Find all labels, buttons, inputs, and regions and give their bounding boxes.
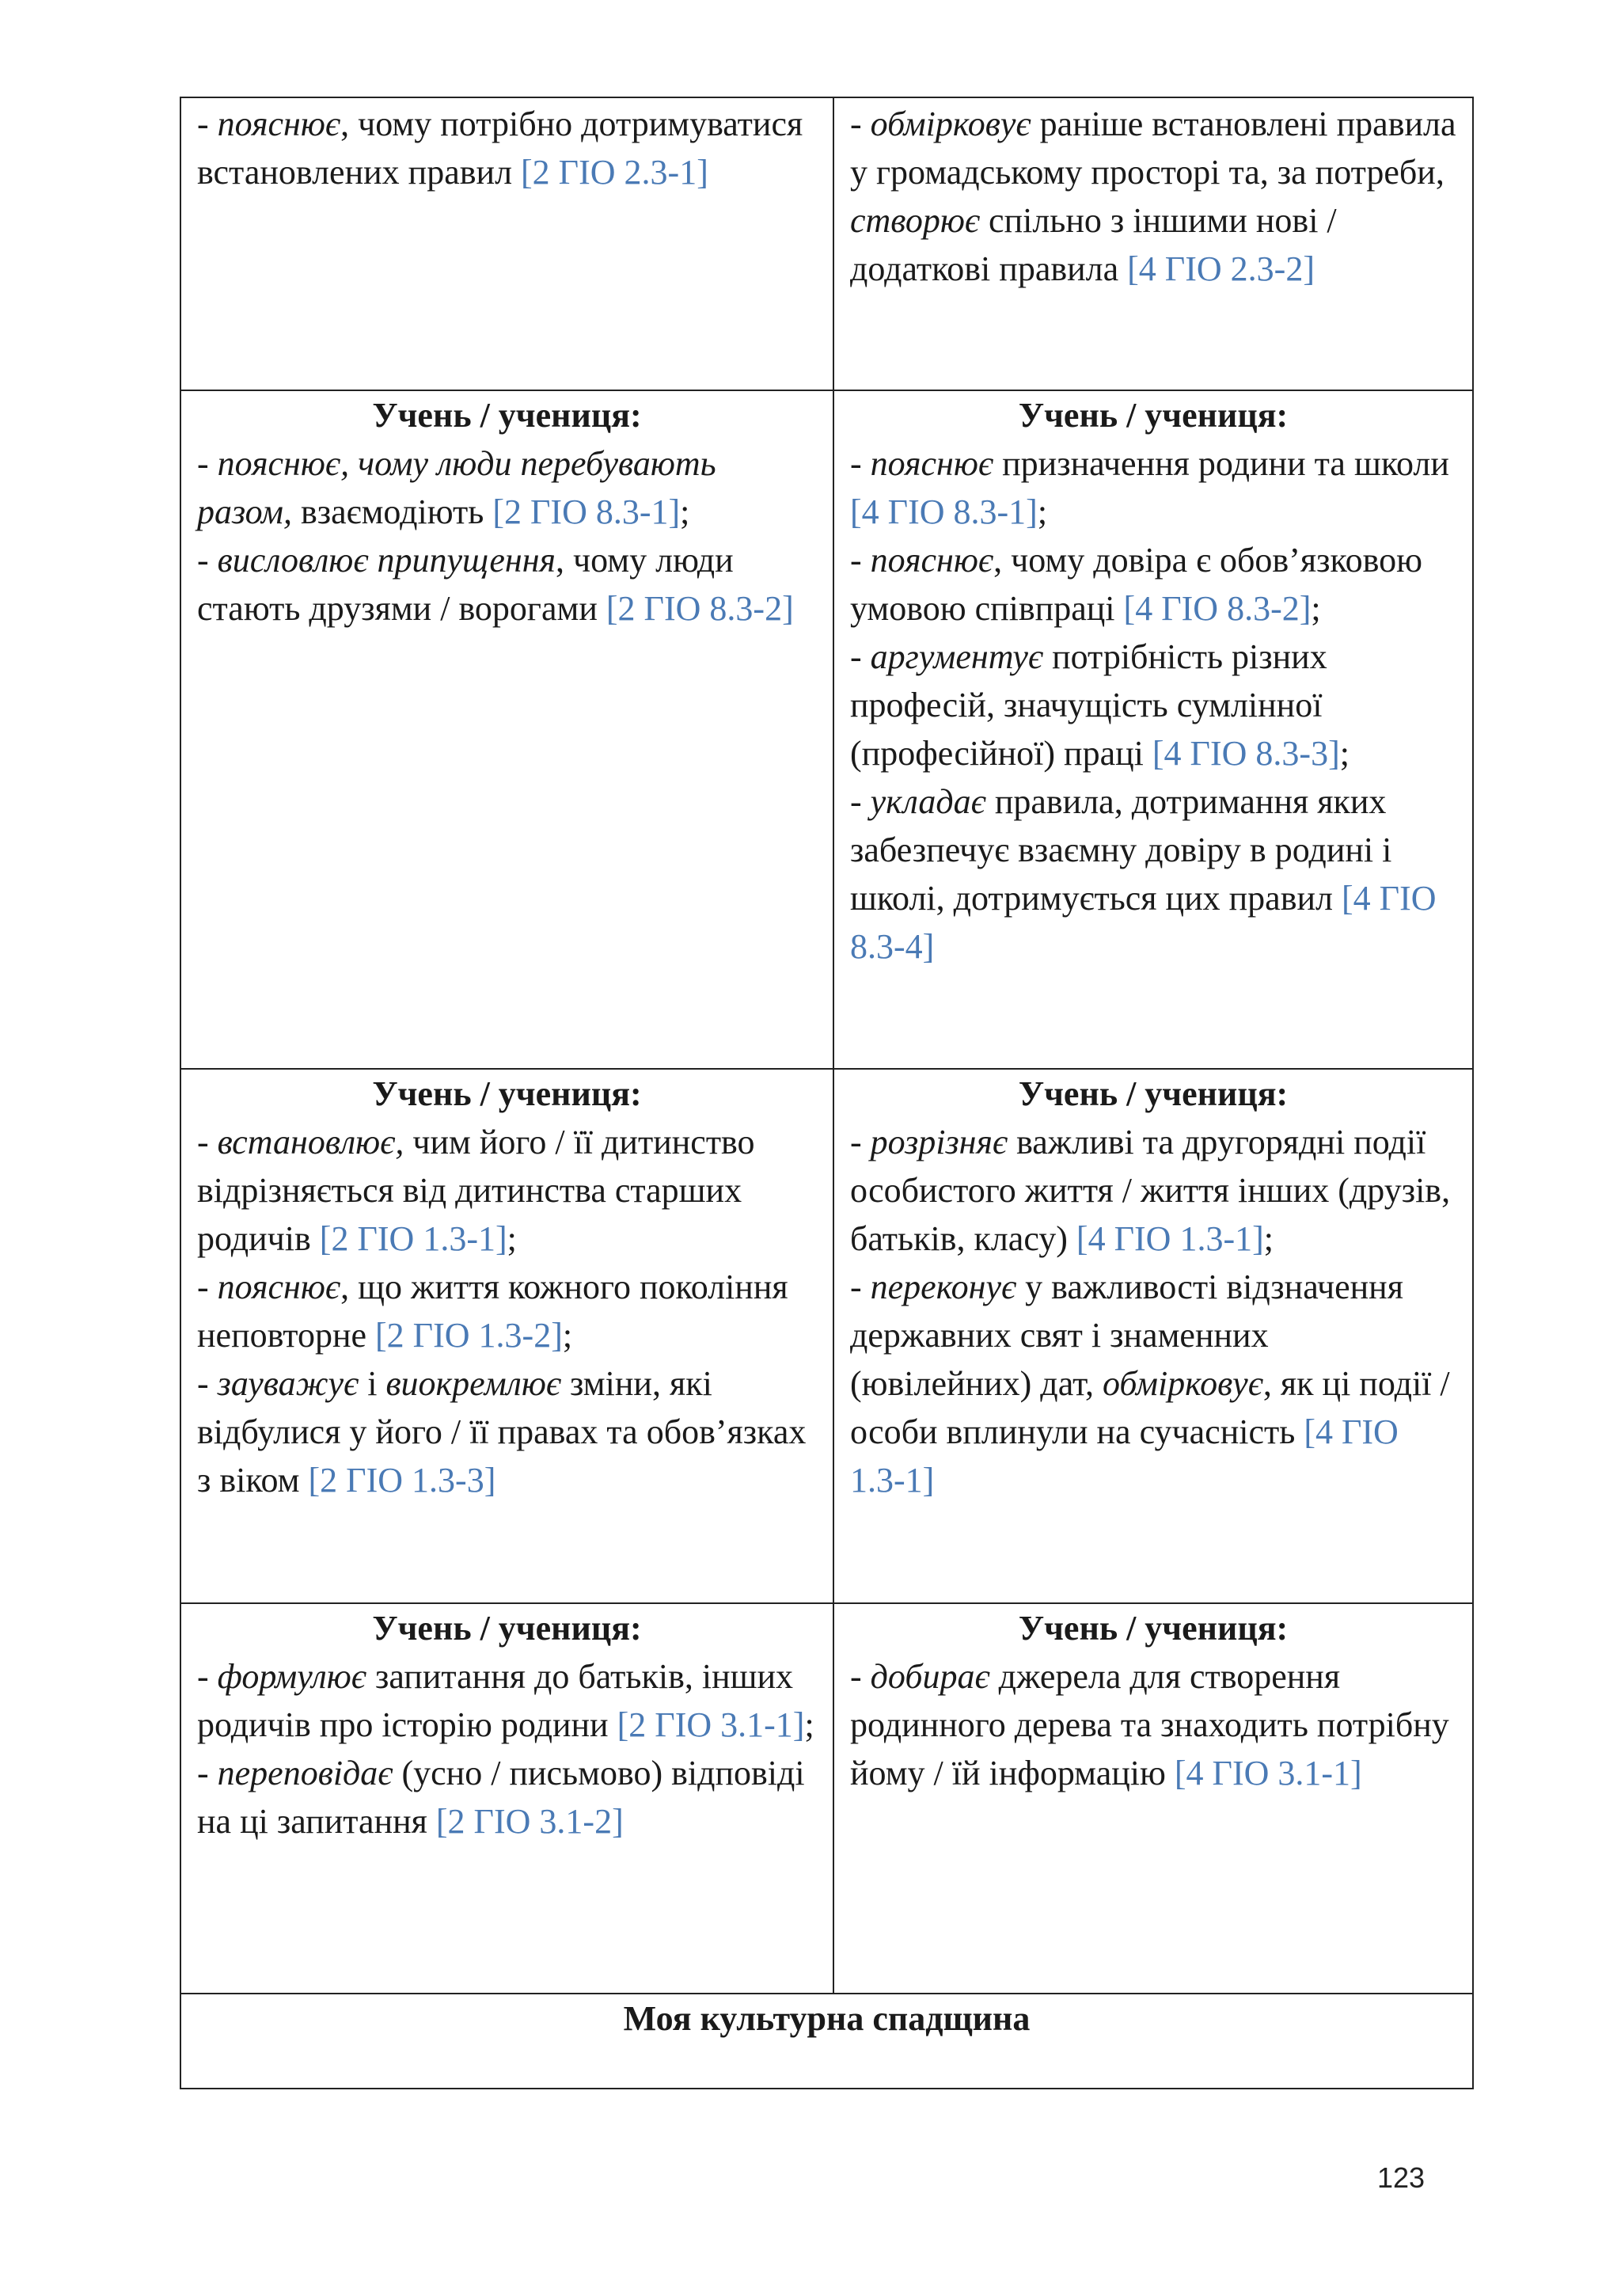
table-cell-right [833,97,1473,390]
list-item: - пояснює, чому потрібно дотримуватися встановлених правил [2 ГІО 2.3-1] [197,105,803,192]
list-item: - укладає правила, дотримання яких забезпечує взаємну довіру в родині і школі, дотримується цих правил [4 ГІО 8.3-4] [850,782,1437,966]
table-cell-right [833,1603,1473,1994]
list-item: - висловлює припущення, чому люди стають друзями / ворогами [2 ГІО 8.3-2] [197,541,794,628]
reference-code: [4 ГІО 2.3-2] [1127,249,1315,288]
reference-code: [2 ГІО 1.3-3] [308,1461,496,1500]
list-item: - пояснює, чому довіра є обов’язковою умовою співпраці [4 ГІО 8.3-2]; [850,541,1422,628]
reference-code: [4 ГІО 1.3-1] [1076,1219,1264,1258]
table-cell-left [180,390,833,1069]
cell-heading: Учень / учениця: [1018,1609,1289,1648]
reference-code: [4 ГІО 8.3-3] [1152,734,1340,773]
list-item: - пояснює, що життя кожного покоління неповторне [2 ГІО 1.3-2]; [197,1268,788,1355]
reference-code: [2 ГІО 8.3-2] [606,589,794,628]
table-cell-left [180,1603,833,1994]
reference-code: [2 ГІО 3.1-1] [617,1705,805,1744]
list-item: - розрізняє важливі та другорядні події особистого життя / життя інших (друзів, батьків, класу) [4 ГІО 1.3-1]; [850,1123,1451,1258]
reference-code: [4 ГІО 8.3-4] [850,879,1437,966]
table-row [180,97,1473,390]
reference-code: [2 ГІО 1.3-1] [319,1219,507,1258]
cell-heading: Учень / учениця: [1018,1074,1289,1113]
cell-heading: Учень / учениця: [372,1609,642,1648]
reference-code: [2 ГІО 1.3-2] [375,1316,563,1355]
section-row [180,1994,1473,2089]
section-cell [180,1994,1473,2089]
reference-code: [4 ГІО 8.3-2] [1123,589,1312,628]
table-row [180,1069,1473,1603]
reference-code: [2 ГІО 3.1-2] [435,1802,624,1841]
reference-code: [2 ГІО 8.3-1] [492,492,681,531]
reference-code: [4 ГІО 3.1-1] [1174,1754,1362,1792]
table-cell-right [833,390,1473,1069]
list-item: - добирає джерела для створення родинного дерева та знаходить потрібну йому / їй інформацію [4 ГІО 3.1-1] [850,1657,1449,1792]
reference-code: [4 ГІО 1.3-1] [850,1412,1399,1500]
reference-code: [2 ГІО 2.3-1] [521,153,708,192]
list-item: - обмірковує раніше встановлені правила у громадському просторі та, за потреби, створює спільно з іншими нові / додаткові правила [4 ГІО 2.3-2] [850,105,1456,288]
section-title: Моя культурна спадщина [623,1999,1031,2038]
list-item: - переповідає (усно / письмово) відповіді на ці запитання [2 ГІО 3.1-2] [197,1754,805,1841]
list-item: - встановлює, чим його / її дитинство відрізняється від дитинства старших родичів [2 ГІО 1.3-1]; [197,1123,755,1258]
list-item: - аргументує потрібність різних професій, значущість сумлінної (професійної) праці [4 ГІО 8.3-3]; [850,637,1350,773]
table-cell-left [180,1069,833,1603]
reference-code: [4 ГІО 8.3-1] [850,492,1038,531]
table-row [180,1603,1473,1994]
table-cell-left [180,97,833,390]
page-number: 123 [1377,2161,1425,2194]
table-cell-right [833,1069,1473,1603]
list-item: - переконує у важливості відзначення державних свят і знаменних (ювілейних) дат, обмірковує, як ці події / особи вплинули на сучасність [4 ГІО 1.3-1] [850,1268,1450,1500]
cell-heading: Учень / учениця: [372,396,642,435]
list-item: - пояснює призначення родини та школи [4 ГІО 8.3-1]; [850,444,1449,531]
list-item: - формулює запитання до батьків, інших родичів про історію родини [2 ГІО 3.1-1]; [197,1657,814,1744]
outcomes-table [180,97,1474,2089]
list-item: - зауважує і виокремлює зміни, які відбулися у його / її правах та обов’язках з віком [2 ГІО 1.3-3] [197,1364,807,1500]
cell-heading: Учень / учениця: [372,1074,642,1113]
table-row [180,390,1473,1069]
list-item: - пояснює, чому люди перебувають разом, взаємодіють [2 ГІО 8.3-1]; [197,444,716,531]
cell-heading: Учень / учениця: [1018,396,1289,435]
